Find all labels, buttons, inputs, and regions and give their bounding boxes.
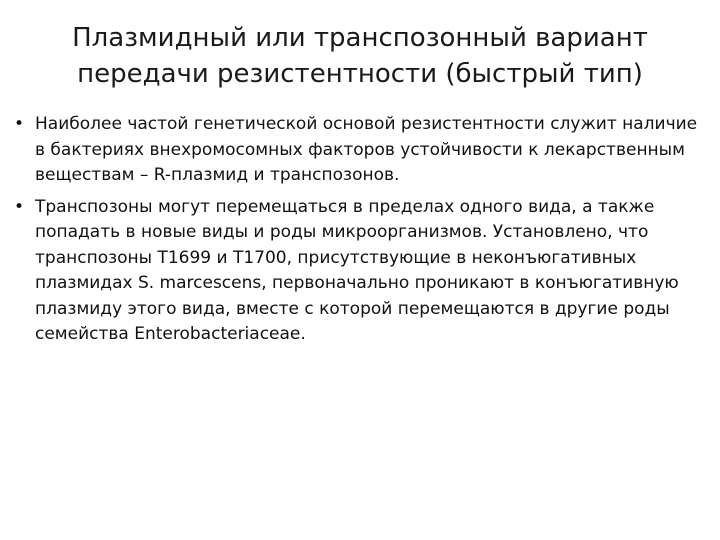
slide-title: Плазмидный или транспозонный вариант передачи резистентности (быстрый тип) — [72, 23, 648, 89]
bullet-marker: • — [14, 196, 25, 217]
bullet-item — [14, 112, 704, 189]
bullet-text: Транспозоны могут перемещаться в пределах одного вида, а также попадать в новые виды и роды микроорганизмов. Установлено, что транспозоны Т1699 и Т1700, присутствующие в неконъюгативных плазмидах S. marcescens, первоначально проникают в конъюгативную плазмиду этого вида, вместе с которой перемещаются в другие роды семейства Enterobacteriaceae. — [35, 196, 679, 344]
bullet-marker: • — [14, 114, 25, 134]
bullet-text: Наиболее частой генетической основой резистентности служит наличие в бактериях внехромосомных факторов устойчивости к лекарственным веществам – R-плазмид и транспозонов. — [35, 114, 698, 185]
bullet-item — [14, 195, 704, 348]
bullet-list — [14, 112, 704, 354]
